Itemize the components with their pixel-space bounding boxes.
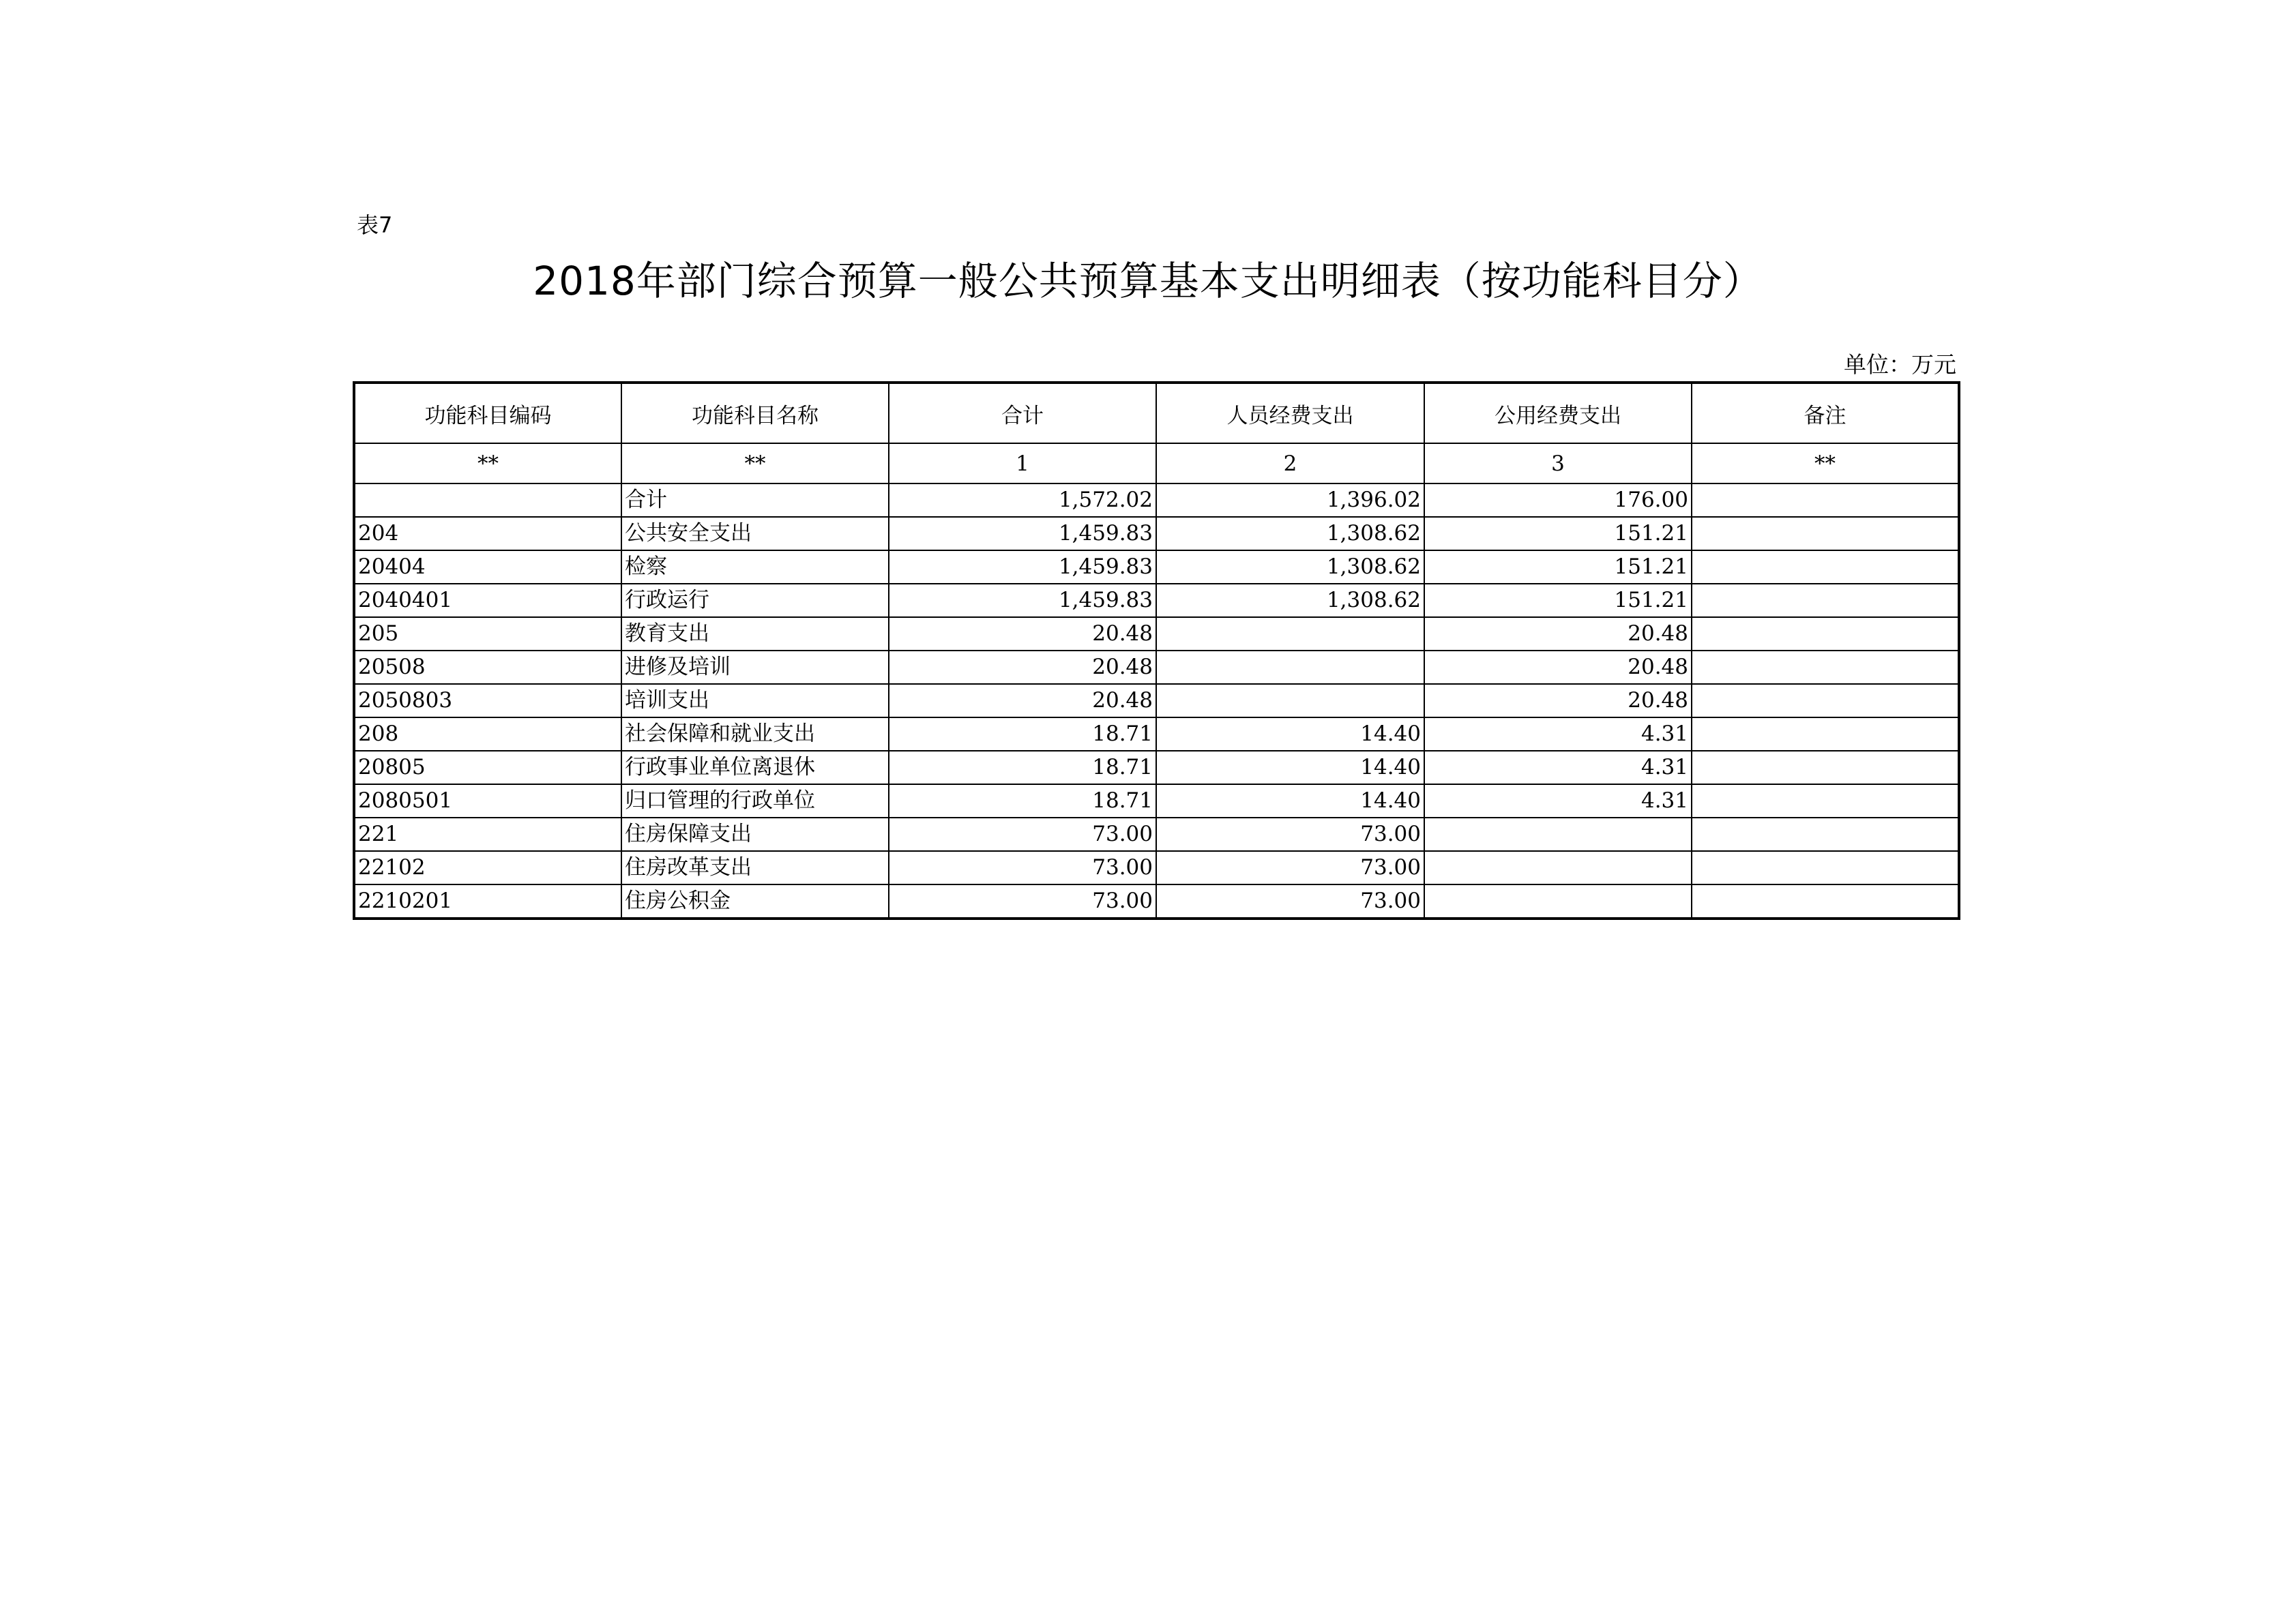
cell-code: 20805 (354, 751, 621, 784)
cell-public: 176.00 (1424, 483, 1692, 517)
cell-total: 18.71 (889, 751, 1156, 784)
index-cell: ** (354, 443, 621, 483)
cell-note (1692, 483, 1959, 517)
cell-note (1692, 751, 1959, 784)
unit-label: 单位：万元 (1844, 351, 1956, 378)
cell-note (1692, 550, 1959, 584)
cell-public: 151.21 (1424, 550, 1692, 584)
cell-code: 22102 (354, 851, 621, 884)
cell-total: 18.71 (889, 717, 1156, 751)
cell-name: 住房保障支出 (621, 818, 889, 851)
cell-personnel (1156, 617, 1424, 651)
cell-personnel: 1,308.62 (1156, 517, 1424, 550)
table-row (354, 584, 1959, 617)
cell-personnel: 73.00 (1156, 818, 1424, 851)
cell-total: 18.71 (889, 784, 1156, 818)
index-cell: 3 (1424, 443, 1692, 483)
table-row (354, 617, 1959, 651)
table-body (354, 483, 1959, 919)
cell-public: 20.48 (1424, 617, 1692, 651)
cell-personnel: 73.00 (1156, 884, 1424, 919)
cell-code: 208 (354, 717, 621, 751)
cell-note (1692, 884, 1959, 919)
cell-personnel: 1,308.62 (1156, 550, 1424, 584)
cell-name: 公共安全支出 (621, 517, 889, 550)
cell-code: 221 (354, 818, 621, 851)
cell-personnel: 14.40 (1156, 784, 1424, 818)
cell-personnel: 1,308.62 (1156, 584, 1424, 617)
cell-name: 合计 (621, 483, 889, 517)
table-row (354, 483, 1959, 517)
page-title: 2018年部门综合预算一般公共预算基本支出明细表（按功能科目分） (533, 258, 1763, 304)
table-number-label: 表7 (357, 212, 393, 238)
cell-code: 20508 (354, 651, 621, 684)
cell-note (1692, 617, 1959, 651)
column-header-code: 功能科目编码 (354, 383, 621, 443)
cell-total: 73.00 (889, 851, 1156, 884)
cell-name: 检察 (621, 550, 889, 584)
cell-total: 1,459.83 (889, 550, 1156, 584)
table-index-row (354, 443, 1959, 483)
table-row (354, 717, 1959, 751)
cell-public (1424, 851, 1692, 884)
index-cell: ** (621, 443, 889, 483)
cell-note (1692, 717, 1959, 751)
cell-personnel (1156, 651, 1424, 684)
cell-note (1692, 818, 1959, 851)
cell-name: 教育支出 (621, 617, 889, 651)
cell-public: 20.48 (1424, 684, 1692, 717)
cell-total: 20.48 (889, 651, 1156, 684)
cell-name: 培训支出 (621, 684, 889, 717)
index-cell: 2 (1156, 443, 1424, 483)
cell-name: 行政事业单位离退休 (621, 751, 889, 784)
cell-name: 行政运行 (621, 584, 889, 617)
cell-total: 73.00 (889, 884, 1156, 919)
cell-personnel: 14.40 (1156, 717, 1424, 751)
cell-name: 进修及培训 (621, 651, 889, 684)
cell-total: 20.48 (889, 684, 1156, 717)
cell-note (1692, 784, 1959, 818)
cell-public: 4.31 (1424, 784, 1692, 818)
cell-public: 20.48 (1424, 651, 1692, 684)
index-cell: ** (1692, 443, 1959, 483)
cell-public: 151.21 (1424, 584, 1692, 617)
cell-total: 1,459.83 (889, 584, 1156, 617)
table-header-row (354, 383, 1959, 443)
cell-name: 归口管理的行政单位 (621, 784, 889, 818)
cell-note (1692, 584, 1959, 617)
column-header-name: 功能科目名称 (621, 383, 889, 443)
cell-public: 4.31 (1424, 751, 1692, 784)
cell-public (1424, 818, 1692, 851)
cell-total: 73.00 (889, 818, 1156, 851)
table-row (354, 550, 1959, 584)
cell-note (1692, 684, 1959, 717)
column-header-total: 合计 (889, 383, 1156, 443)
cell-code: 2040401 (354, 584, 621, 617)
cell-public: 151.21 (1424, 517, 1692, 550)
table-row (354, 818, 1959, 851)
cell-personnel: 73.00 (1156, 851, 1424, 884)
table-row (354, 851, 1959, 884)
table-row (354, 884, 1959, 919)
cell-code: 2080501 (354, 784, 621, 818)
cell-personnel: 14.40 (1156, 751, 1424, 784)
cell-name: 住房改革支出 (621, 851, 889, 884)
table-row (354, 651, 1959, 684)
cell-code: 204 (354, 517, 621, 550)
cell-note (1692, 851, 1959, 884)
table-row (354, 684, 1959, 717)
cell-public (1424, 884, 1692, 919)
cell-code: 20404 (354, 550, 621, 584)
column-header-note: 备注 (1692, 383, 1959, 443)
table-row (354, 751, 1959, 784)
cell-note (1692, 651, 1959, 684)
cell-code (354, 483, 621, 517)
budget-table (353, 381, 1960, 920)
cell-public: 4.31 (1424, 717, 1692, 751)
cell-code: 2210201 (354, 884, 621, 919)
cell-total: 1,572.02 (889, 483, 1156, 517)
column-header-personnel: 人员经费支出 (1156, 383, 1424, 443)
column-header-public: 公用经费支出 (1424, 383, 1692, 443)
cell-name: 住房公积金 (621, 884, 889, 919)
cell-total: 20.48 (889, 617, 1156, 651)
cell-total: 1,459.83 (889, 517, 1156, 550)
index-cell: 1 (889, 443, 1156, 483)
cell-name: 社会保障和就业支出 (621, 717, 889, 751)
table-row (354, 517, 1959, 550)
cell-personnel: 1,396.02 (1156, 483, 1424, 517)
cell-note (1692, 517, 1959, 550)
cell-personnel (1156, 684, 1424, 717)
table-row (354, 784, 1959, 818)
cell-code: 205 (354, 617, 621, 651)
cell-code: 2050803 (354, 684, 621, 717)
